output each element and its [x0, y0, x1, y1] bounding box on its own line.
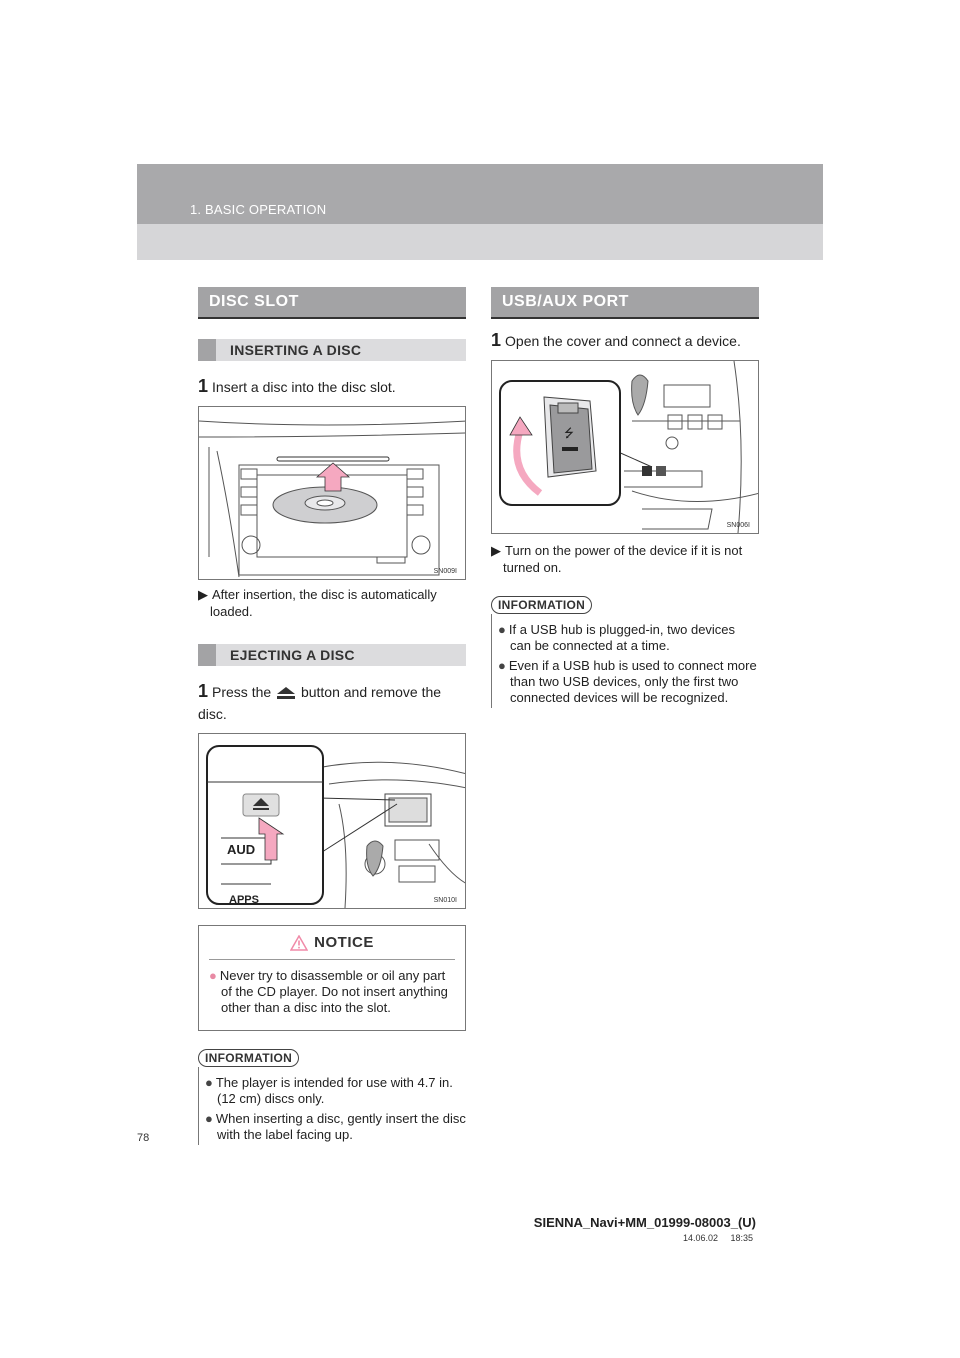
- information-label: INFORMATION: [491, 596, 592, 614]
- step-text-part2: button and remove the disc.: [198, 684, 442, 722]
- usb-port-illustration: [492, 361, 759, 533]
- information-item: [498, 622, 759, 654]
- information-item-text: Even if a USB hub is used to connect more than two USB devices, only the first two connected devices will be recognized.: [508, 658, 757, 705]
- step-text-part1: Press the: [212, 684, 272, 700]
- disc-slot-column: [198, 287, 466, 1145]
- bullet-arrow-icon: ▶: [491, 543, 501, 558]
- figure-disc-eject: [198, 733, 466, 909]
- step-number: 1: [198, 376, 209, 396]
- figure-label-apps: APPS: [229, 894, 259, 904]
- subsection-inserting-disc: INSERTING A DISC: [198, 339, 466, 361]
- figure-disc-insert: [198, 406, 466, 580]
- step-number: 1: [198, 681, 209, 701]
- bullet-text: After insertion, the disc is automatically loaded.: [210, 587, 437, 619]
- section-title-disc-slot: DISC SLOT: [198, 287, 466, 319]
- information-label: INFORMATION: [198, 1049, 299, 1067]
- svg-text:⭍: ⭍: [564, 426, 574, 440]
- header-subband: [137, 224, 823, 260]
- chapter-title: 1. BASIC OPERATION: [190, 202, 327, 217]
- information-box: [198, 1067, 466, 1145]
- eject-button-illustration: [199, 734, 466, 908]
- step-text: Insert a disc into the disc slot.: [212, 379, 396, 395]
- notice-title-text: NOTICE: [314, 934, 374, 951]
- subsection-ejecting-disc: EJECTING A DISC: [198, 644, 466, 666]
- information-item-text: When inserting a disc, gently insert the disc with the label facing up.: [215, 1111, 466, 1143]
- step-text: Open the cover and connect a device.: [505, 333, 741, 349]
- bullet-dot-icon: ●: [498, 658, 506, 673]
- notice-title: [209, 934, 455, 960]
- step-number: 1: [491, 330, 502, 350]
- figure-usb-port: [491, 360, 759, 534]
- bullet-dot-icon: ●: [209, 968, 217, 984]
- bullet-text: Turn on the power of the device if it is not turned on.: [503, 543, 743, 575]
- bullet-dot-icon: ●: [205, 1075, 213, 1091]
- section-title-usb-aux: USB/AUX PORT: [491, 287, 759, 319]
- bullet-auto-load: [198, 586, 466, 620]
- disc-slot-illustration: [199, 407, 466, 579]
- notice-item-text: Never try to disassemble or oil any part of the CD player. Do not insert anything other than a disc into the slot.: [219, 968, 448, 1016]
- information-box: [491, 614, 759, 708]
- print-timestamp: 14.06.02 18:35: [682, 1233, 753, 1243]
- notice-item: [209, 968, 455, 1016]
- notice-box: [198, 925, 466, 1031]
- information-item: [498, 658, 759, 706]
- document-id: SIENNA_Navi+MM_01999-08003_(U): [533, 1215, 756, 1230]
- eject-icon: [275, 686, 297, 700]
- information-item-text: The player is intended for use with 4.7 in. (12 cm) discs only.: [215, 1075, 453, 1107]
- figure-code: SN006I: [726, 522, 750, 529]
- warning-icon: [290, 935, 308, 951]
- bullet-arrow-icon: ▶: [198, 587, 208, 602]
- bullet-dot-icon: ●: [498, 622, 506, 637]
- information-item-text: If a USB hub is plugged-in, two devices can be connected at a time.: [508, 622, 736, 653]
- bullet-dot-icon: ●: [205, 1111, 213, 1127]
- figure-code: SN010I: [433, 897, 457, 904]
- information-item: [205, 1075, 466, 1107]
- page-number: 78: [137, 1132, 150, 1144]
- step-insert-disc: [198, 375, 466, 398]
- information-item: [205, 1111, 466, 1143]
- usb-aux-column: [491, 287, 759, 708]
- step-eject-disc: [198, 680, 466, 725]
- figure-code: SN009I: [433, 568, 457, 575]
- figure-label-audio: AUD: [227, 842, 256, 857]
- step-connect-device: [491, 329, 759, 352]
- bullet-power-on: [491, 542, 759, 576]
